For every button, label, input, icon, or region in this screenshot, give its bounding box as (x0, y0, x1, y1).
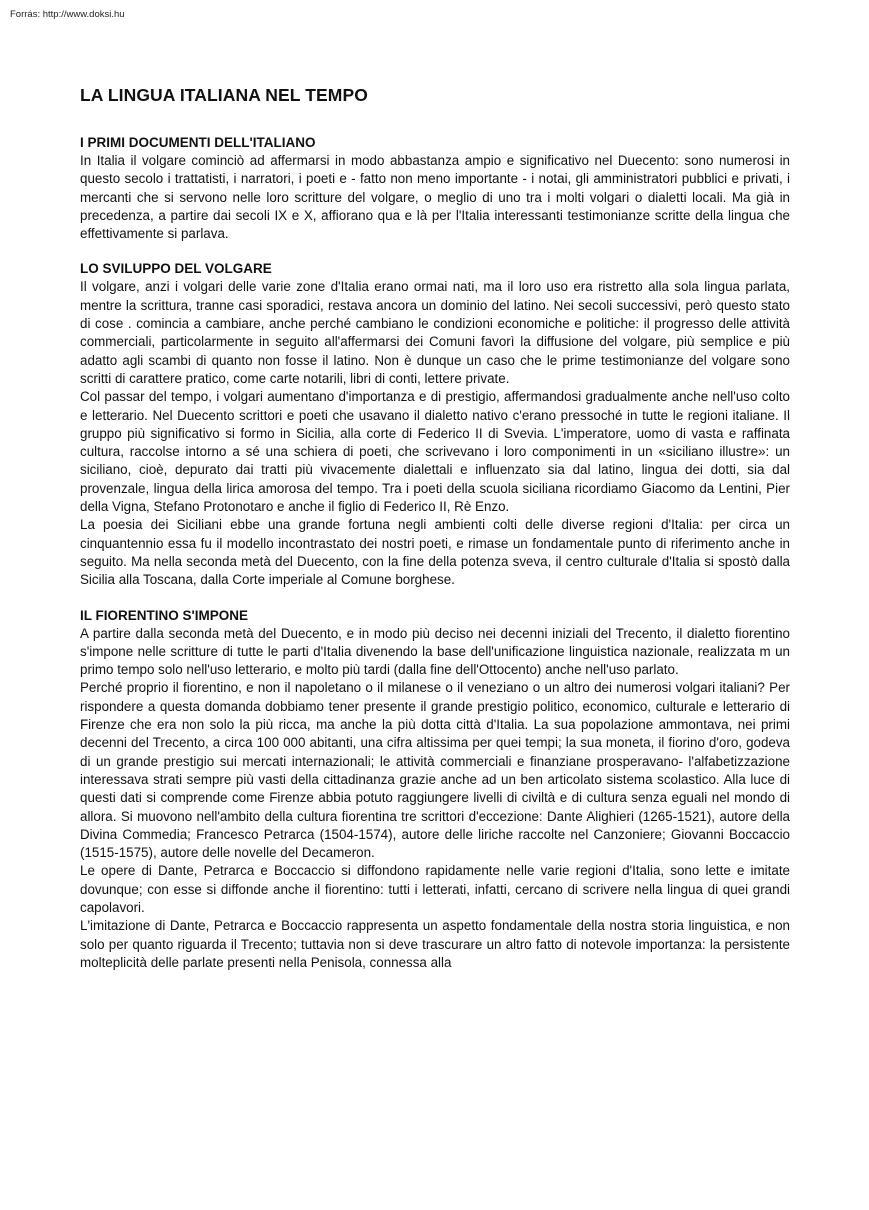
document-title: LA LINGUA ITALIANA NEL TEMPO (80, 85, 368, 105)
section-sviluppo-volgare (80, 260, 790, 589)
paragraph: Le opere di Dante, Petrarca e Boccaccio si diffondono rapidamente nelle varie regioni d'Italia, sono lette e imitate dovunque; con esse si diffonde anche il fiorentino: tutti i letterati, infatti, cercano di scrivere nella lingua di quei grandi capolavori. (80, 863, 790, 915)
section-heading: IL FIORENTINO S'IMPONE (80, 607, 248, 623)
document-page (80, 84, 790, 989)
section-primi-documenti (80, 134, 790, 243)
section-fiorentino (80, 607, 790, 973)
section-heading: I PRIMI DOCUMENTI DELL'ITALIANO (80, 135, 316, 150)
paragraph: Il volgare, anzi i volgari delle varie zone d'Italia erano ormai nati, ma il loro uso era ristretto alla sola lingua parlata, mentre la scrittura, tranne casi sporadici, restava ancora un dominio del latino. Nei secoli successivi, però questo stato di cose . comincia a cambiare, anche perché cambiano le condizioni economiche e politiche: il progresso delle attività commerciali, particolarmente in seguito all'affermarsi dei Comuni favorì la diffusione del volgare, più semplice e più adatto agli scambi di quanto non fosse il latino. Non è dunque un caso che le prime testimonianze del volgare sono scritti di carattere pratico, come carte notarili, libri di conti, lettere private. (80, 279, 790, 386)
paragraph: A partire dalla seconda metà del Duecento, e in modo più deciso nei decenni iniziali del Trecento, il dialetto fiorentino s'impone nelle scritture di tutte le parti d'Italia divenendo la base dell'unificazione linguistica nazionale, realizzata m un primo tempo solo nell'uso letterario, e molto più tardi (dalla fine dell'Ottocento) anche nell'uso parlato. (80, 625, 790, 678)
paragraph: La poesia dei Siciliani ebbe una grande fortuna negli ambienti colti delle diverse regioni d'Italia: per circa un cinquantennio essa fu il modello incontrastato dei nostri poeti, e rimase un fondamentale punto di riferimento anche in seguito. Ma nella seconda metà del Duecento, con la fine della potenza sveva, il centro culturale d'Italia si spostò dalla Sicilia alla Toscana, dalla Corte imperiale al Comune borghese. (80, 517, 790, 588)
paragraph: Col passar del tempo, i volgari aumentano d'importanza e di prestigio, affermandosi gradualmente anche nell'uso colto e letterario. Nel Duecento scrittori e poeti che usavano il dialetto nativo c'erano pressoché in tutte le regioni italiane. Il gruppo più significativo si formo in Sicilia, alla corte di Federico II di Svevia. L'imperatore, uomo di vasta e raffinata cultura, raccolse intorno a sé una schiera di poeti, che scrivevano i loro componimenti in un «siciliano illustre»: un siciliano, cioè, depurato dai tratti più vivacemente dialettali e influenzato sia dal latino, lingua dei dotti, sia dal provenzale, lingua della lirica amorosa del tempo. Tra i poeti della scuola siciliana ricordiamo Giacomo da Lentini, Pier della Vigna, Stefano Protonotaro e anche il figlio di Federico II, Rè Enzo. (80, 389, 790, 515)
source-label: Forrás: http://www.doksi.hu (10, 9, 125, 20)
paragraph: Perché proprio il fiorentino, e non il napoletano o il milanese o il veneziano o un altro dei numerosi volgari italiani? Per rispondere a questa domanda dobbiamo tener presente il grande prestigio politico, economico, culturale e letterario di Firenze che era non solo la più ricca, ma anche la più dotta città d'Italia. La sua popolazione ammontava, nei primi decenni del Trecento, a circa 100 000 abitanti, una cifra altissima per quei tempi; la sua moneta, il fiorino d'oro, godeva di un grande prestigio sui mercati internazionali; le attività commerciali e finanziane prosperavano- l'alfabetizzazione interessava strati sempre più vasti della cittadinanza grazie anche ad un ben articolato sistema scolastico. Alla luce di questi dati si comprende come Firenze abbia potuto raggiungere livelli di civiltà e di cultura senza eguali nel mondo di allora. Si muovono nell'ambito della cultura fiorentina tre scrittori d'eccezione: Dante Alighieri (1265-1521), autore della Divina Commedia; Francesco Petrarca (1504-1574), autore delle liriche raccolte nel Canzoniere; Giovanni Boccaccio (1515-1575), autore delle novelle del Decameron. (80, 680, 790, 861)
paragraph: L'imitazione di Dante, Petrarca e Boccaccio rappresenta un aspetto fondamentale della nostra storia linguistica, e non solo per quanto riguarda il Trecento; tuttavia non si deve trascurare un altro fatto di notevole importanza: la persistente molteplicità delle parlate presenti nella Penisola, connessa alla (80, 918, 790, 970)
section-heading: LO SVILUPPO DEL VOLGARE (80, 261, 272, 277)
paragraph: In Italia il volgare cominciò ad affermarsi in modo abbastanza ampio e significativo nel Duecento: sono numerosi in questo secolo i trattatisti, i narratori, i poeti e - fatto non meno importante - i notai, gli amministratori pubblici e privati, i mercanti che si servono nelle loro scritture del volgare, o meglio di uno tra i molti volgari o dialetti locali. Ma già in precedenza, a partire dai secoli IX e X, affiorano qua e là per l'Italia interessanti testimonianze scritte della lingua che effettivamente si parlava. (80, 153, 790, 242)
